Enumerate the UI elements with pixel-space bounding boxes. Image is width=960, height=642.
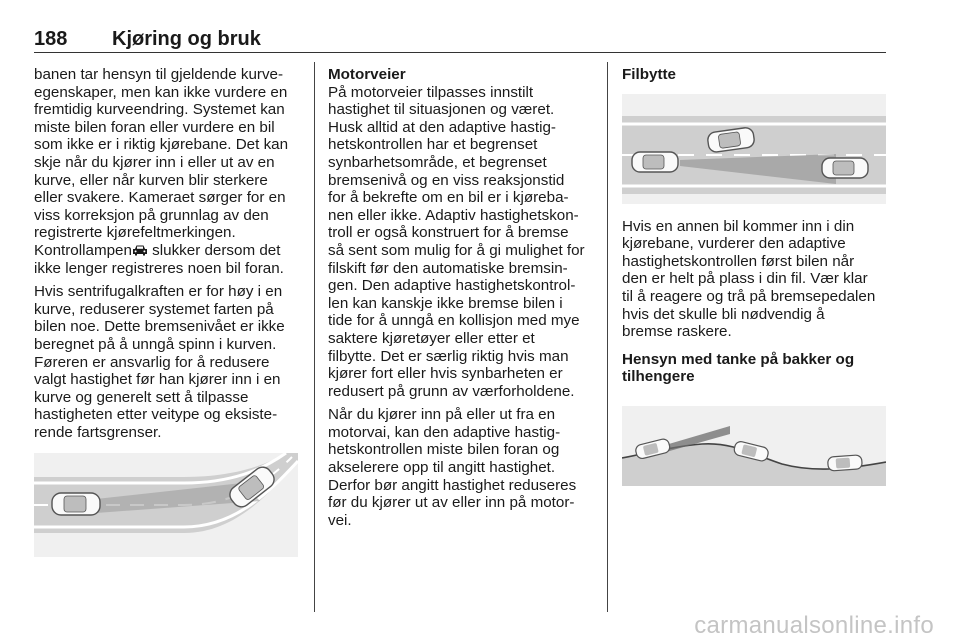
header-rule [34,52,886,53]
column-1 [34,66,302,557]
column-3 [622,66,888,486]
page-header [34,28,886,52]
page-number: 188 [34,28,68,50]
column-divider-1 [314,62,315,612]
car-front-icon [132,244,148,256]
curve-paragraph-text-b: slukker dersom det ikke lenger registreres noen bil foran. [34,241,284,277]
motorway-heading: Motorveier [328,66,406,83]
lane-change-paragraph: Hvis en annen bil kommer inn i din kjørebane, vurderer den adaptive hastighetskontrollen først bilen når den er helt på plass i din fil. Vær klar til å reagere og trå på bremsepedalen hvis det skulle bli nødvendig å bremse raskere. [622,217,876,341]
hills-trailers-heading: Hensyn med tanke på bakker og tilhengere [622,350,855,386]
chapter-title: Kjøring og bruk [112,28,261,50]
column-divider-2 [607,62,608,612]
watermark: carmanualsonline.info [694,612,934,639]
hills-illustration [622,406,886,486]
curve-paragraph-text-a: banen tar hensyn til gjeldende kurve- egenskaper, men kan ikke vurdere en fremtidig kurveendring. Systemet kan miste bilen foran eller vurdere en bil som ikke er i riktig kjørebane. Det kan skje når du kjører inn i eller ut av en kurve, eller når kurven blir sterkere eller svakere. Kameraet sørger for en viss korreksjon på grunnlag av den registrerte kjørefeltmerkingen. Kontrollampen [34,66,289,259]
curve-paragraph [34,66,302,277]
curve-road-illustration [34,453,298,557]
lane-change-illustration [622,94,886,204]
column-2 [328,66,596,535]
lane-change-heading: Filbytte [622,66,677,83]
centrifugal-paragraph: Hvis sentrifugalkraften er for høy i en kurve, reduserer systemet farten på bilen noe. Dette bremsenivået er ikke beregnet på å unngå spinn i kurven. Føreren er ansvarlig for å redusere valgt hastighet før han kjører inn i en kurve og generelt sett å tilpasse hastigheten etter veitype og eksiste- rende fartsgrenser. [34,283,285,441]
motorway-paragraph-2: Når du kjører inn på eller ut fra en motorvai, kan den adaptive hastig- hetskontrollen miste bilen foran og akselerere opp til angitt hastighet. Derfor bør angitt hastighet reduseres før du kjører ut av eller inn på motor- vei. [328,406,577,529]
motorway-paragraph-1: På motorveier tilpasses innstilt hastighet til situasjonen og været. Husk alltid at den adaptive hastig- hetskontrollen har et begrenset synbarhetsområde, et begrenset bremsenivå og en viss reaksjonstid for å bekrefte om en bil er i kjøreba- nen eller ikke. Adaptiv hastighetskon- troll er også konstruert for å bremse så sent som mulig for å gi mulighet for filskift før den automatiske bremsin- gen. Den adaptive hastighetskontrol- len kan kanskje ikke bremse bilen i tide for å unngå en kollisjon med mye saktere kjøretøyer eller etter et filbytte. Det er særlig riktig hvis man kjører fort eller hvis synbarheten er redusert på grunn av værforholdene. [328,83,585,400]
